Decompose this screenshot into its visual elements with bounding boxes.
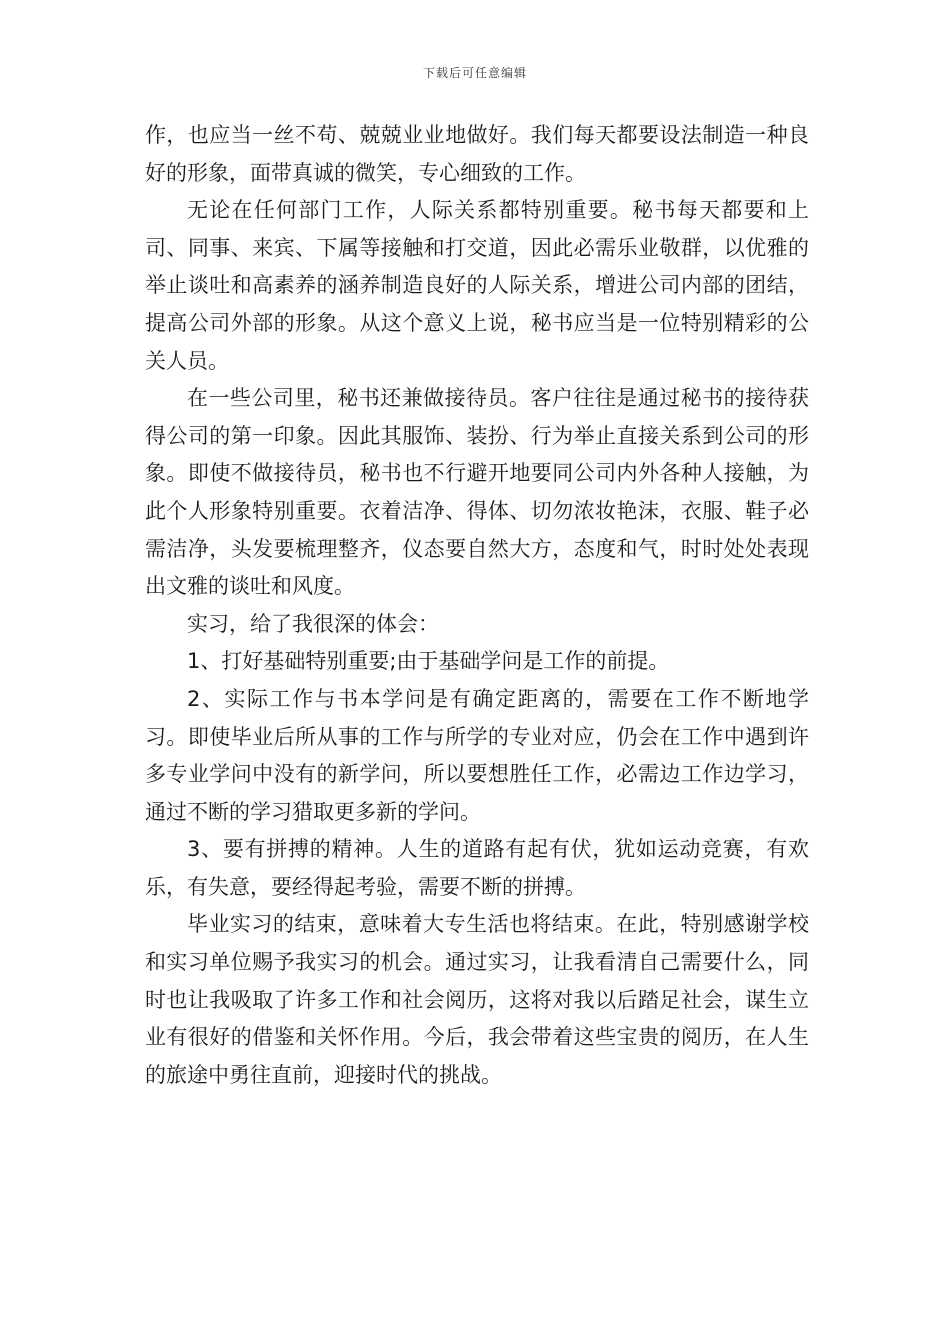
page-header: 下载后可任意编辑: [422, 66, 527, 80]
paragraph-receptionist-image: 在一些公司里，秘书还兼做接待员。客户往往是通过秘书的接待获得公司的第一印象。因此其服饰、装扮、行为举止直接关系到公司的形象。即使不做接待员，秘书也不行避开地要同公司内外各种人接触，为此个人形象特别重要。衣着洁净、得体、切勿浓妆艳沫，衣服、鞋子必需洁净，头发要梳理整齐，仪态要自然大方，态度和气，时时处处表现出文雅的谈吐和风度。: [145, 386, 809, 599]
paragraph-continuation: 作，也应当一丝不苟、兢兢业业地做好。我们每天都要设法制造一种良好的形象，面带真诚的微笑，专心细致的工作。: [145, 123, 809, 185]
paragraph-experience-intro: 实习，给了我很深的体会：: [187, 611, 439, 636]
document-body: [145, 117, 809, 1094]
paragraph-point-1: 1、打好基础特别重要;由于基础学问是工作的前提。: [187, 649, 670, 674]
paragraph-conclusion: 毕业实习的结束，意味着大专生活也将结束。在此，特别感谢学校和实习单位赐予我实习的机会。通过实习，让我看清自己需要什么，同时也让我吸取了许多工作和社会阅历，这将对我以后踏足社会，谋生立业有很好的借鉴和关怀作用。今后，我会带着这些宝贵的阅历，在人生的旅途中勇往直前，迎接时代的挑战。: [145, 912, 809, 1087]
paragraph-interpersonal-relations: 无论在任何部门工作，人际关系都特别重要。秘书每天都要和上司、同事、来宾、下属等接触和打交道，因此必需乐业敬群，以优雅的举止谈吐和高素养的涵养制造良好的人际关系，增进公司内部的团结，提高公司外部的形象。从这个意义上说，秘书应当是一位特别精彩的公关人员。: [145, 198, 809, 373]
paragraph-point-3: 3、要有拼搏的精神。人生的道路有起有伏，犹如运动竞赛，有欢乐，有失意，要经得起考验，需要不断的拼搏。: [145, 837, 809, 899]
paragraph-point-2: 2、实际工作与书本学问是有确定距离的，需要在工作不断地学习。即使毕业后所从事的工作与所学的专业对应，仍会在工作中遇到许多专业学问中没有的新学问，所以要想胜任工作，必需边工作边学习，通过不断的学习猎取更多新的学问。: [145, 686, 809, 824]
